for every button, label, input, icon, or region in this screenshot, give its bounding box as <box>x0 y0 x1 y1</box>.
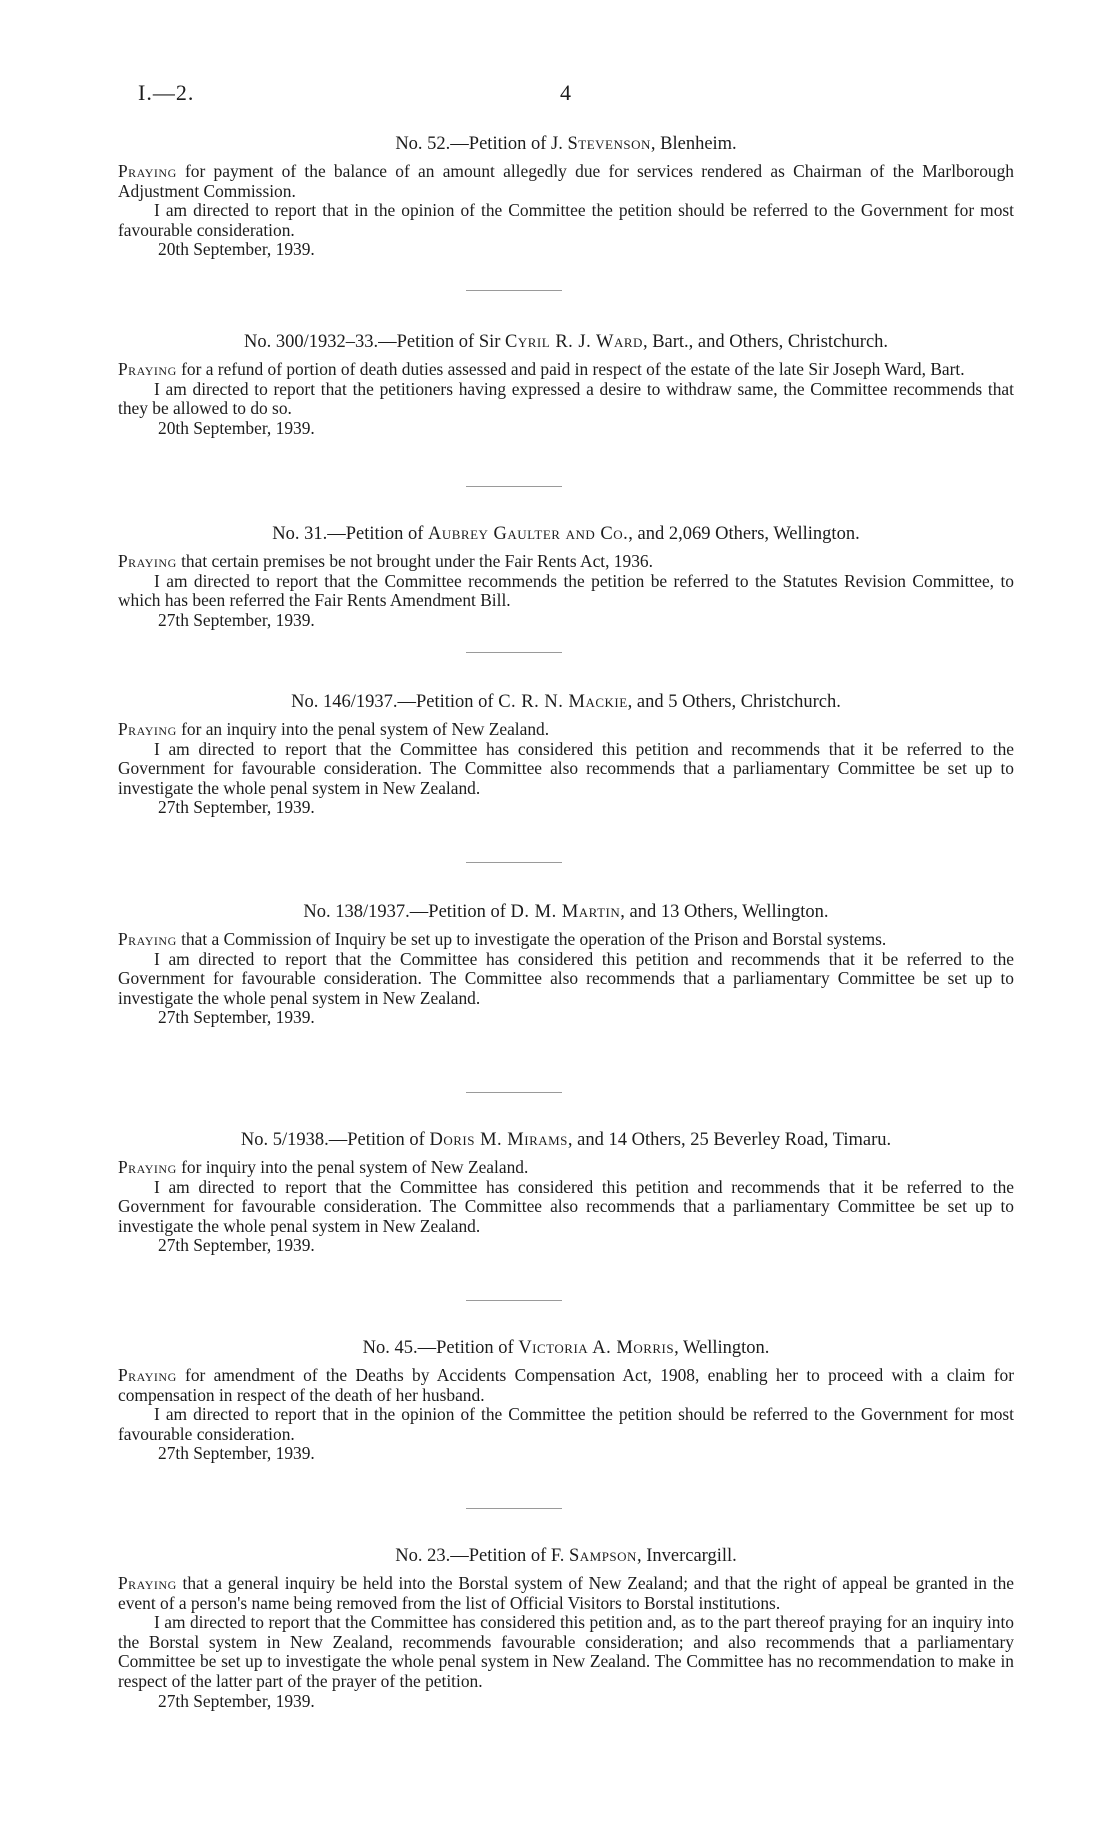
petition-entry <box>118 1544 1014 1711</box>
petition-title: No. 23.—Petition of F. Sampson, Invercargill. <box>395 1546 737 1566</box>
petition-title: No. 52.—Petition of J. Stevenson, Blenheim. <box>395 134 737 154</box>
petition-entry <box>118 900 1014 1028</box>
petition-title: No. 31.—Petition of Aubrey Gaulter and Co., and 2,069 Others, Wellington. <box>272 524 860 544</box>
praying-paragraph: Praying for a refund of portion of death duties assessed and paid in respect of the estate of the late Sir Joseph Ward, Bart. <box>118 359 965 379</box>
praying-paragraph: Praying for an inquiry into the penal system of New Zealand. <box>118 719 550 739</box>
petition-entry <box>118 132 1014 260</box>
petition-title: No. 5/1938.—Petition of Doris M. Mirams, and 14 Others, 25 Beverley Road, Timaru. <box>240 1130 892 1150</box>
report-paragraph: I am directed to report that the Committee has considered this petition and recommends that it be referred to the Government for favourable consideration. The Committee also recommends that a parliamentary Committee be set up to investigate the whole penal system in New Zealand. <box>118 738 1014 798</box>
report-paragraph: I am directed to report that the Committee has considered this petition and recommends that it be referred to the Government for favourable consideration. The Committee also recommends that a parliamentary Committee be set up to investigate the whole penal system in New Zealand. <box>118 1176 1014 1236</box>
separator-rule <box>466 290 562 291</box>
petition-date: 27th September, 1939. <box>158 1235 315 1256</box>
petition-entry <box>118 330 1014 438</box>
petition-title: No. 300/1932–33.—Petition of Sir Cyril R. J. Ward, Bart., and Others, Christchurch. <box>243 332 889 352</box>
praying-paragraph: Praying that a Commission of Inquiry be set up to investigate the operation of the Prison and Borstal systems. <box>118 929 887 949</box>
paper-reference: I.—2. <box>138 80 195 105</box>
report-paragraph: I am directed to report that the petitioners having expressed a desire to withdraw same, the Committee recommends that they be allowed to do so. <box>118 378 1014 419</box>
praying-paragraph: Praying for amendment of the Deaths by Accidents Compensation Act, 1908, enabling her to proceed with a claim for compensation in respect of the death of her husband. <box>118 1365 1014 1405</box>
praying-paragraph: Praying that a general inquiry be held into the Borstal system of New Zealand; and that the right of appeal be granted in the event of a person's name being removed from the list of Official Visitors to Borstal institutions. <box>118 1573 1014 1613</box>
separator-rule <box>466 486 562 487</box>
praying-paragraph: Praying that certain premises be not brought under the Fair Rents Act, 1936. <box>118 551 653 571</box>
petition-title: No. 45.—Petition of Victoria A. Morris, Wellington. <box>362 1338 770 1358</box>
petition-title: No. 146/1937.—Petition of C. R. N. Mackie, and 5 Others, Christchurch. <box>291 692 841 712</box>
petition-date: 27th September, 1939. <box>158 1443 315 1464</box>
separator-rule <box>466 1092 562 1093</box>
petition-date: 20th September, 1939. <box>158 239 315 260</box>
page-number: 4 <box>560 80 571 105</box>
petition-entry <box>118 1336 1014 1464</box>
report-paragraph: I am directed to report that the Committee recommends the petition be referred to the Statutes Revision Committee, to which has been referred the Fair Rents Amendment Bill. <box>118 570 1014 611</box>
separator-rule <box>466 862 562 863</box>
praying-paragraph: Praying for inquiry into the penal system of New Zealand. <box>118 1157 529 1177</box>
petition-title: No. 138/1937.—Petition of D. M. Martin, and 13 Others, Wellington. <box>303 902 829 922</box>
praying-paragraph: Praying for payment of the balance of an amount allegedly due for services rendered as Chairman of the Marlborough Adjustment Commission. <box>118 161 1014 201</box>
report-paragraph: I am directed to report that in the opinion of the Committee the petition should be referred to the Government for most favourable consideration. <box>118 1404 1014 1444</box>
petition-date: 27th September, 1939. <box>158 1007 315 1028</box>
report-paragraph: I am directed to report that the Committee has considered this petition and, as to the part thereof praying for an inquiry into the Borstal system in New Zealand, recommends favourable consideration; and also recommends that a parliamentary Committee be set up to investigate the whole penal system in New Zealand. The Committee has no recommendation to make in respect of the latter part of the prayer of the petition. <box>118 1612 1014 1691</box>
separator-rule <box>466 652 562 653</box>
petition-entry <box>118 522 1014 630</box>
separator-rule <box>466 1300 562 1301</box>
petition-date: 27th September, 1939. <box>158 797 315 818</box>
petition-date: 20th September, 1939. <box>158 417 315 438</box>
petition-date: 27th September, 1939. <box>158 609 315 630</box>
separator-rule <box>466 1508 562 1509</box>
report-paragraph: I am directed to report that in the opinion of the Committee the petition should be referred to the Government for most favourable consideration. <box>118 200 1014 240</box>
report-paragraph: I am directed to report that the Committee has considered this petition and recommends that it be referred to the Government for favourable consideration. The Committee also recommends that a parliamentary Committee be set up to investigate the whole penal system in New Zealand. <box>118 948 1014 1008</box>
petition-entry <box>118 690 1014 818</box>
petition-date: 27th September, 1939. <box>158 1690 315 1711</box>
petition-entry <box>118 1128 1014 1256</box>
